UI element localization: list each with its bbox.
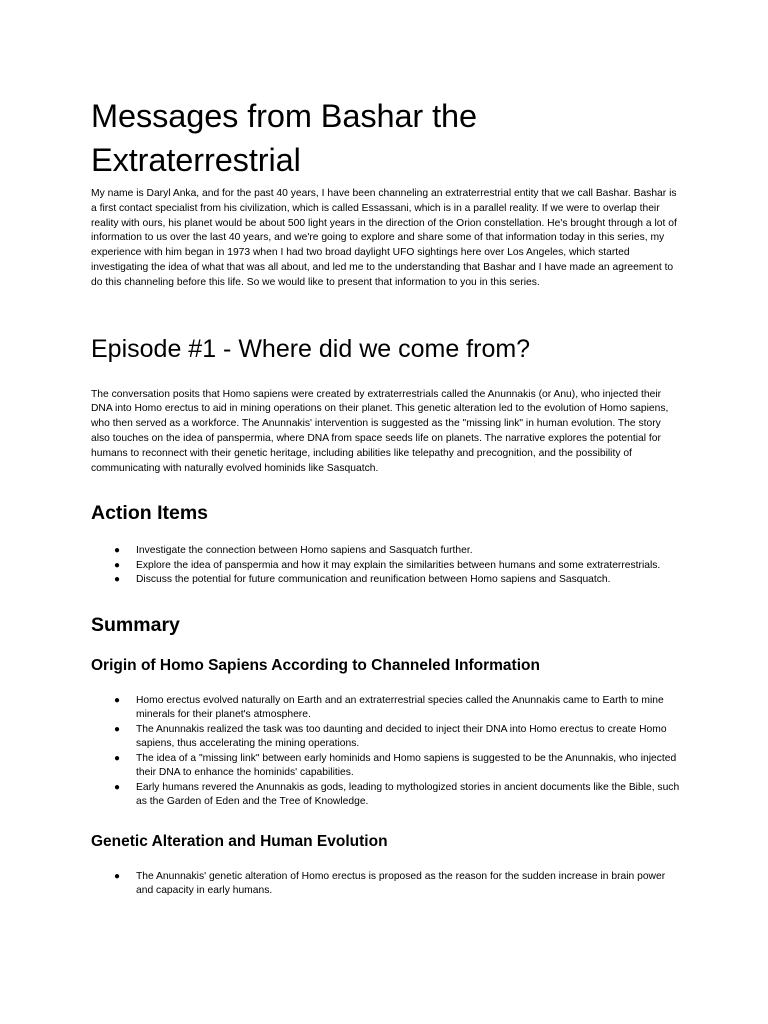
list-item: ● The Anunnakis' genetic alteration of Homo erectus is proposed as the reason for the sudden increase in brain power and capacity in early humans. <box>114 870 666 897</box>
origin-list <box>91 694 681 810</box>
bullet-icon: ● <box>114 694 121 706</box>
bullet-icon: ● <box>114 559 121 571</box>
list-item: ● Discuss the potential for future communication and reunification between Homo sapiens and Sasquatch. <box>91 573 681 588</box>
list-item: ● The Anunnakis realized the task was too daunting and decided to inject their DNA into Homo erectus to create Homo sapiens, thus accelerating the mining operations. <box>114 723 667 750</box>
bullet-icon: ● <box>114 870 121 882</box>
bullet-icon: ● <box>114 545 121 557</box>
summary-heading: Summary <box>91 613 180 636</box>
origin-subheading: Origin of Homo Sapiens According to Channeled Information <box>91 656 540 674</box>
episode-heading: Episode #1 - Where did we come from? <box>91 334 531 363</box>
genetic-list <box>91 870 681 899</box>
list-item: ● Explore the idea of panspermia and how it may explain the similarities between humans and some extraterrestrials. <box>91 559 681 574</box>
document-title: Messages from Bashar the Extraterrestrial <box>91 98 477 178</box>
genetic-subheading: Genetic Alteration and Human Evolution <box>91 832 388 850</box>
list-item: ● The idea of a "missing link" between early hominids and Homo sapiens is suggested to be the Anunnakis, who injected their DNA to enhance the hominids' capabilities. <box>114 752 677 779</box>
bullet-icon: ● <box>114 752 121 764</box>
action-items-heading: Action Items <box>91 502 209 525</box>
bullet-icon: ● <box>114 781 121 793</box>
action-items-list <box>91 544 681 588</box>
intro-paragraph: My name is Daryl Anka, and for the past 40 years, I have been channeling an extraterrestrial entity that we call Bashar. Bashar is a first contact specialist from his civilization, which is called Essassani, which is in a parallel reality. If we were to overlap their reality with ours, his planet would be about 500 light years in the direction of the Orion constellation. He's brought through a lot of information to us over the last 40 years, and we're going to explore and share some of that information today in this series, my experience with him began in 1973 when I had two broad daylight UFO sightings here over Los Angeles, which started investigating the idea of what that was all about, and led me to the understanding that Bashar and I have made an agreement to do this channeling before this life. So we would like to present that information to you in this series. <box>91 188 677 288</box>
list-item: ● Early humans revered the Anunnakis as gods, leading to mythologized stories in ancient documents like the Bible, such as the Garden of Eden and the Tree of Knowledge. <box>114 781 680 808</box>
list-item: ● Investigate the connection between Homo sapiens and Sasquatch further. <box>91 544 681 559</box>
bullet-icon: ● <box>114 574 121 586</box>
document-content <box>91 94 681 899</box>
list-item: ● Homo erectus evolved naturally on Earth and an extraterrestrial species called the Anunnakis came to Earth to mine minerals for their planet's atmosphere. <box>114 694 664 721</box>
episode-paragraph: The conversation posits that Homo sapiens were created by extraterrestrials called the Anunnakis (or Anu), who injected their DNA into Homo erectus to aid in mining operations on their planet. This genetic alteration led to the evolution of Homo sapiens, who then served as a workforce. The Anunnakis' intervention is suggested as the "missing link" in human evolution. The story also touches on the idea of panspermia, where DNA from space seeds life on planets. The narrative explores the potential for humans to reconnect with their genetic heritage, including abilities like telepathy and precognition, and the possibility of communicating with naturally evolved hominids like Sasquatch. <box>91 388 669 474</box>
bullet-icon: ● <box>114 723 121 735</box>
